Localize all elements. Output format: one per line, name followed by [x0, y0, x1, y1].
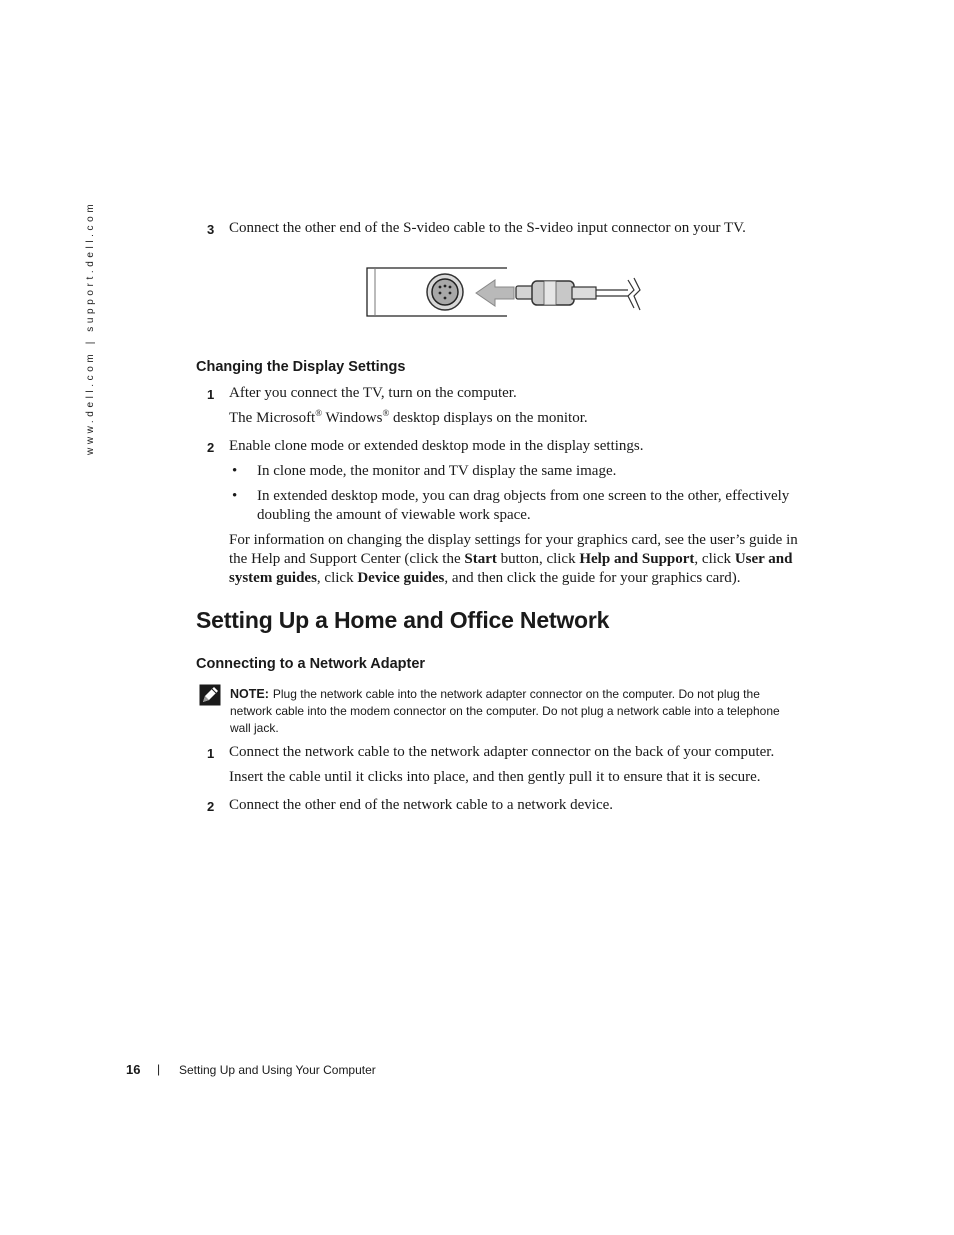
s-video-connector-illustration: [366, 266, 646, 320]
side-url[interactable]: www.dell.com | support.dell.com: [85, 200, 96, 455]
network-step-1-text: Connect the network cable to the network adapter connector on the back of your computer.: [229, 744, 775, 760]
bullet-extended-mode: In extended desktop mode, you can drag objects from one screen to the other, effectively doubling the amount of viewable work space.: [257, 488, 790, 523]
network-step-2-text: Connect the other end of the network cable to a network device.: [229, 797, 614, 813]
page-number: 16: [126, 1062, 141, 1077]
note-pencil-icon: [199, 684, 221, 706]
network-step-1-subtext: Insert the cable until it clicks into place, and then gently pull it to ensure that it is secure.: [229, 769, 761, 785]
bullet-clone-mode: In clone mode, the monitor and TV display the same image.: [257, 463, 617, 479]
note-text: NOTE: Plug the network cable into the network adapter connector on the computer. Do not plug the network cable into the modem connector on the computer. Do not plug a network cable into a telephone wall jack.: [230, 687, 780, 735]
footer-separator: |: [157, 1062, 161, 1076]
display-settings-heading: Changing the Display Settings: [196, 359, 406, 375]
network-adapter-heading: Connecting to a Network Adapter: [196, 656, 426, 672]
bullet-marker: •: [232, 463, 238, 479]
display-step-1-text: After you connect the TV, turn on the computer.: [229, 385, 517, 401]
display-step-2-text: Enable clone mode or extended desktop mode in the display settings.: [229, 438, 644, 454]
s-video-cable-plug: [516, 278, 640, 310]
graphics-card-info-paragraph: For information on changing the display settings for your graphics card, see the user’s guide in the Help and Support Center (click the Start button, click Help and Support, click User and system guides, click Device guides, and then click the guide for your graphics card).: [229, 532, 798, 586]
display-step-2-number: 2: [207, 440, 215, 455]
display-step-1-number: 1: [207, 387, 215, 402]
s-video-port-icon: [427, 274, 463, 310]
display-step-1-subtext: The Microsoft® Windows® desktop displays on the monitor.: [229, 408, 588, 426]
step-3-number: 3: [207, 222, 215, 237]
note-label: NOTE:: [230, 687, 269, 701]
step-3-text: Connect the other end of the S-video cable to the S-video input connector on your TV.: [229, 220, 746, 236]
network-step-1-number: 1: [207, 746, 215, 761]
bullet-marker: •: [232, 488, 238, 504]
network-section-heading: Setting Up a Home and Office Network: [196, 607, 610, 633]
network-step-2-number: 2: [207, 799, 215, 814]
footer-title: Setting Up and Using Your Computer: [179, 1063, 376, 1077]
